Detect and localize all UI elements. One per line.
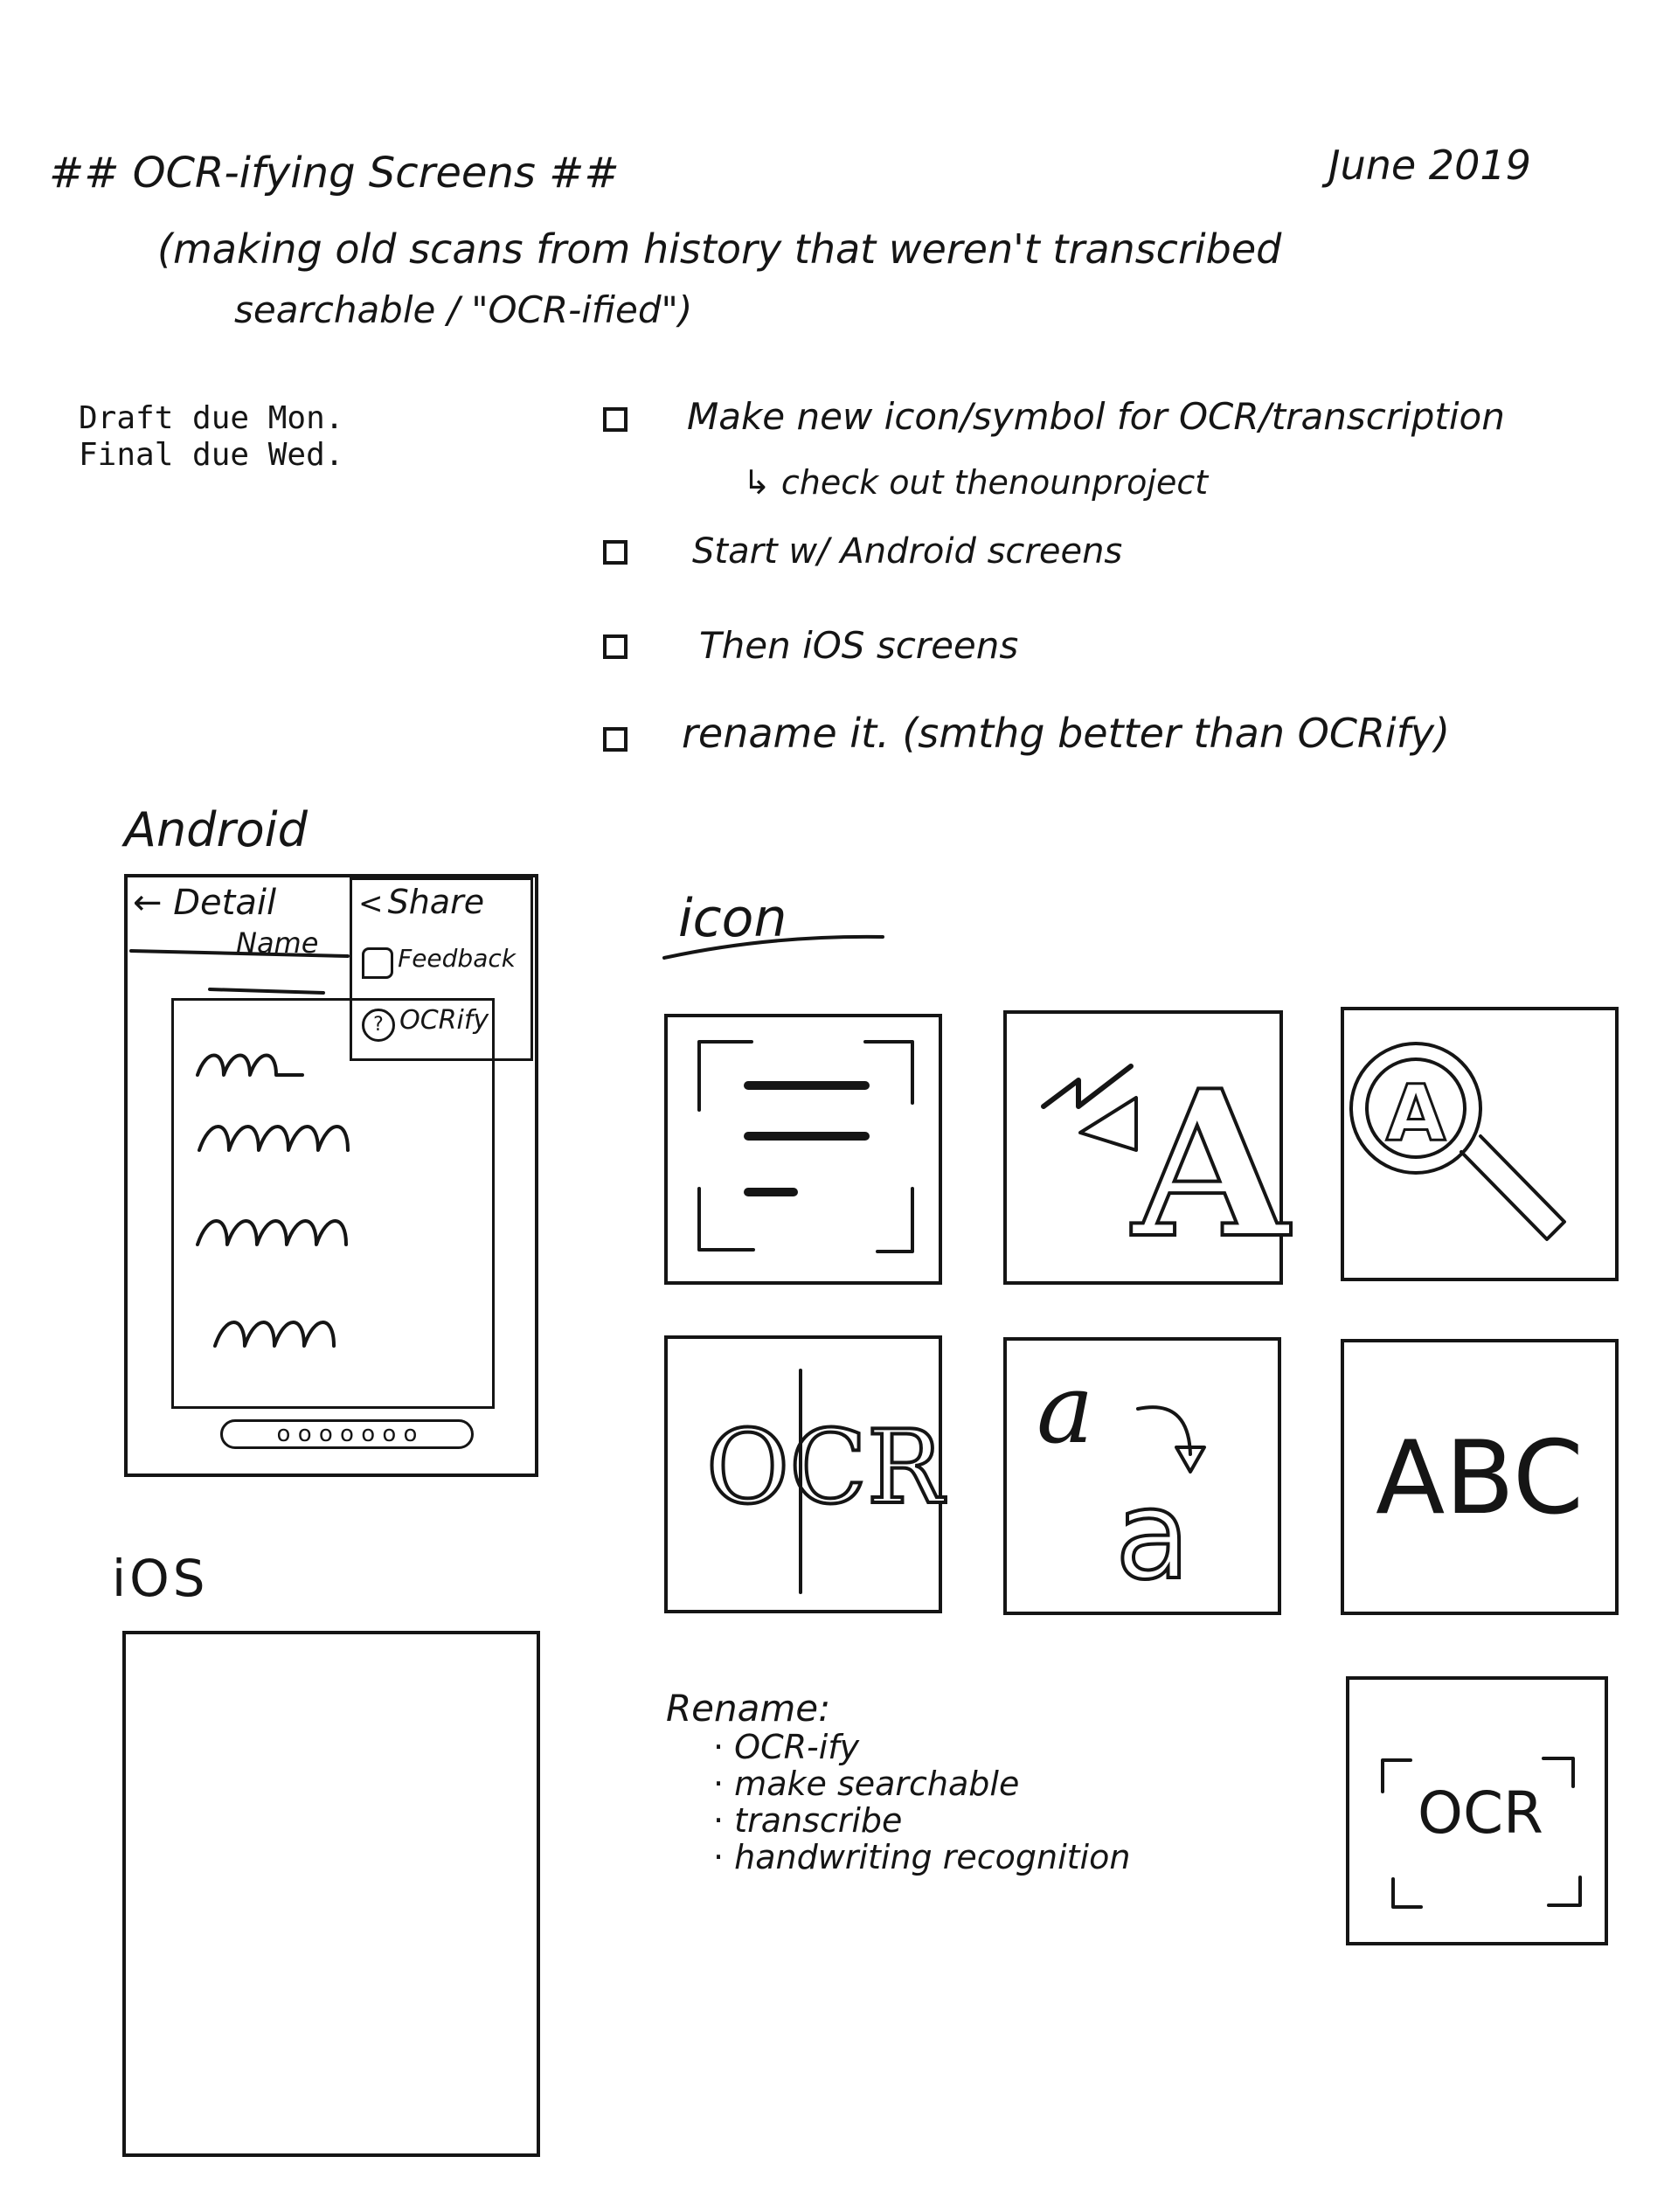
pen-nib xyxy=(1080,1098,1136,1150)
rename-option: · OCR-ify xyxy=(713,1728,860,1766)
subtitle-line-2: searchable / "OCR-ified") xyxy=(234,288,693,331)
squiggle-line xyxy=(215,1322,334,1346)
share-label: Share xyxy=(387,883,485,921)
todo-subnote: ↳ check out thenounproject xyxy=(743,463,1209,502)
scan-corner-br xyxy=(877,1189,912,1252)
squiggle-line xyxy=(198,1221,346,1245)
scan-corner-tl xyxy=(699,1042,752,1110)
final-corner-tr xyxy=(1543,1758,1573,1786)
final-corner-bl xyxy=(1393,1879,1421,1907)
pen-a-letter: A xyxy=(1133,1047,1289,1283)
ios-label: iOS xyxy=(112,1549,209,1608)
scan-corner-tr xyxy=(865,1042,912,1103)
a-lower-bottom: a xyxy=(1115,1465,1190,1607)
icon-heading: icon xyxy=(678,888,787,949)
page-title: ## OCR-ifying Screens ## xyxy=(49,149,620,198)
todo-item: Make new icon/symbol for OCR/transcription xyxy=(687,395,1505,438)
android-name-underline xyxy=(210,989,323,993)
rename-option: · make searchable xyxy=(713,1765,1020,1803)
magnifier-a-letter: A xyxy=(1386,1068,1446,1158)
dots-text: o o o o o o o xyxy=(276,1421,418,1447)
share-icon: < xyxy=(358,886,384,921)
rename-option: · handwriting recognition xyxy=(713,1838,1131,1876)
date: June 2019 xyxy=(1328,142,1531,189)
abc-tile-text: ABC xyxy=(1376,1419,1584,1537)
scan-corner-bl xyxy=(699,1189,753,1250)
pen-stroke xyxy=(1044,1066,1131,1106)
squiggle-line xyxy=(198,1056,302,1076)
android-label: Android xyxy=(124,802,308,857)
todo-item: Then iOS screens xyxy=(699,624,1019,667)
final-ocr-text: OCR xyxy=(1418,1779,1543,1847)
todo-item: Start w/ Android screens xyxy=(692,531,1123,572)
squiggle-line xyxy=(199,1127,348,1150)
ocrify-label: OCRify xyxy=(399,1005,489,1036)
icon-heading-underline xyxy=(664,937,883,958)
draft-deadline: Draft due Mon. xyxy=(79,400,344,436)
help-icon: ? xyxy=(362,1009,395,1042)
todo-item: rename it. (smthg better than OCRify) xyxy=(682,710,1451,757)
feedback-label: Feedback xyxy=(398,944,516,973)
ocr-split-text: OCR xyxy=(706,1409,944,1527)
final-corner-tl xyxy=(1383,1760,1411,1792)
final-deadline: Final due Wed. xyxy=(79,437,344,473)
name-label: Name xyxy=(236,926,319,960)
magnifier-handle xyxy=(1461,1136,1564,1239)
subtitle-line-1: (making old scans from history that weren't transcribed xyxy=(157,225,1282,273)
rename-heading: Rename: xyxy=(666,1687,831,1730)
android-divider xyxy=(131,951,348,956)
final-corner-br xyxy=(1549,1877,1580,1905)
a-lower-top: a xyxy=(1037,1353,1094,1465)
rename-option: · transcribe xyxy=(713,1801,903,1840)
magnifier-ring-inner xyxy=(1367,1059,1465,1157)
back-label: ← Detail xyxy=(133,883,277,923)
